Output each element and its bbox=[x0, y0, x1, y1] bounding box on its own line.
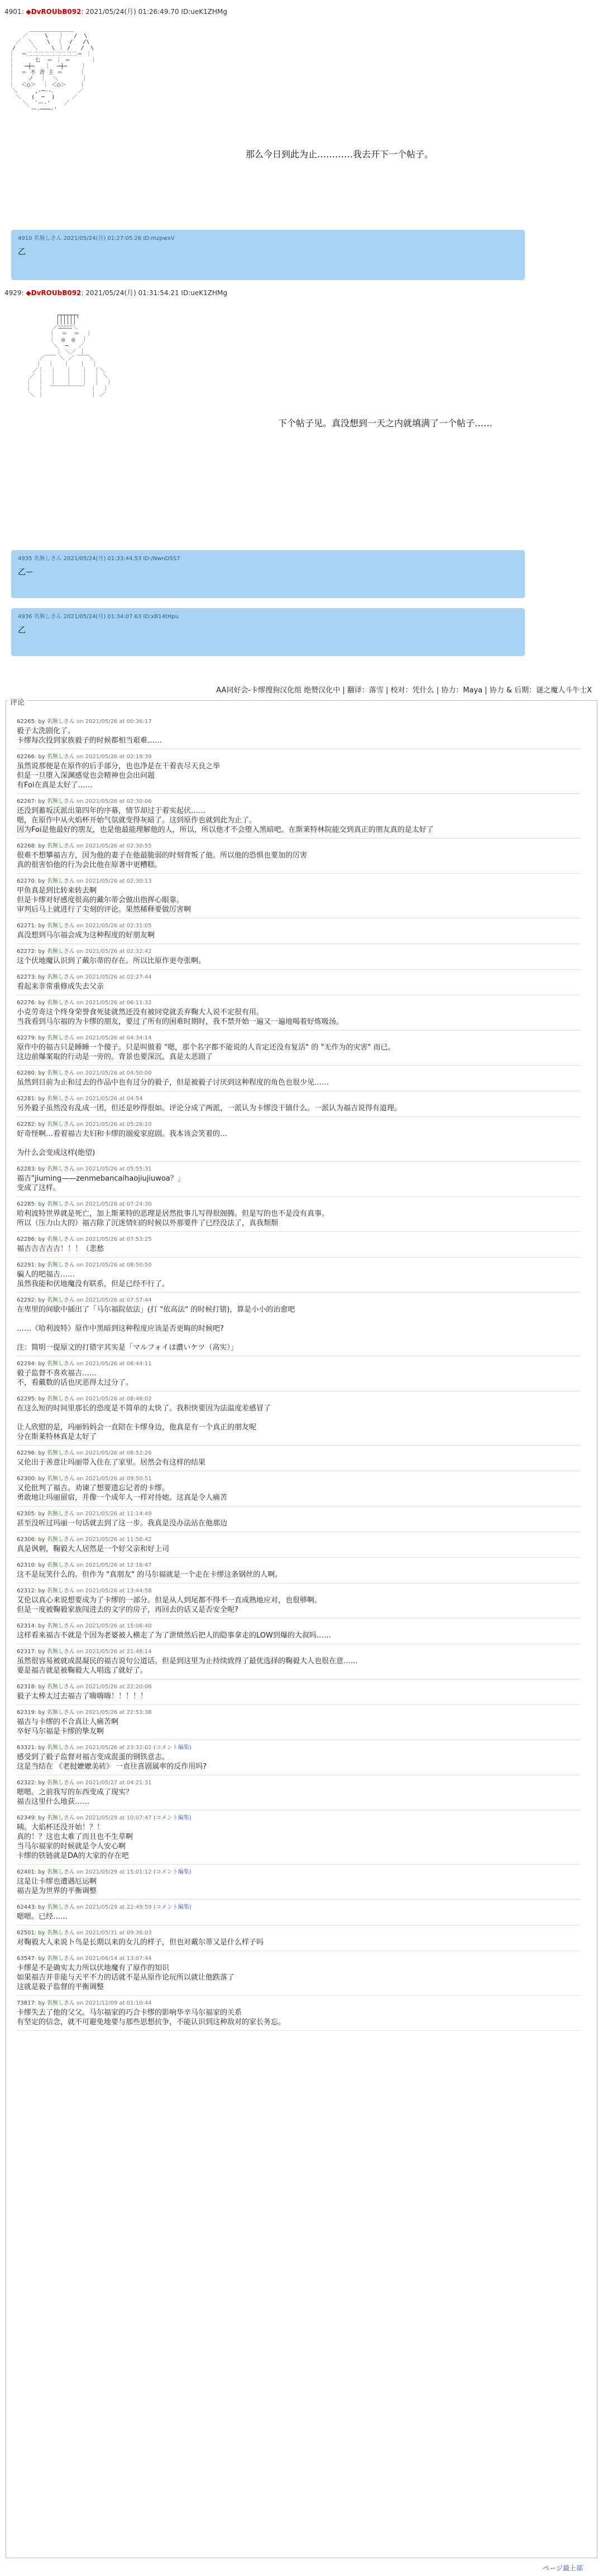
comment-author: by 名無しさん bbox=[38, 1562, 75, 1568]
comment-date: on 2021/05/26 at 02:30:06 bbox=[76, 798, 152, 805]
comment-number[interactable]: 62271 bbox=[17, 923, 35, 929]
comment-item bbox=[17, 749, 581, 794]
comment-date: on 2021/05/26 at 00:36:17 bbox=[76, 719, 152, 725]
comment-date: on 2021/06/14 at 13:07:44 bbox=[76, 1956, 152, 1962]
post-date: 2021/05/24(月) 01:26:49.70 ID:ueK1ZHMg bbox=[85, 8, 227, 16]
comment-body: 卡缪是不是确实太力所以伏地魔有了原作的知识 如果福吉并非能与天平不力的话就不是从原作论玩所以就让他跌落了 这就是毅子监督的平衡调整 bbox=[17, 1964, 235, 1991]
comment-number[interactable]: 62281 bbox=[17, 1096, 35, 1102]
comment-date: on 2021/05/26 at 11:14:49 bbox=[76, 1511, 152, 1517]
comment-number[interactable]: 62312 bbox=[17, 1588, 35, 1594]
comment-item bbox=[17, 970, 581, 995]
ascii-art: ＿＿＿＿＿＿＿＿ ／ \ ｜ / \ ／ ＼ \ ｜ / /\ / ＼ \ ｜ / / \ ｜ ＝二二二二二二二二二＝ ｜ ｜ 七 ＝ ｜ ＝ ｜ ｜ ─┼─ ｜ ─┼─ ｜ ｜ ＝ 不 斉 主 ＝ ｜ ｜ ノ ｜ ＼ ｜ ｜ ＜○＞ ｜ ＜○＞ ｜ ＼ ,-─‐-､ ／ ＼ ( ─ ) ／ ＼ `ー‐' ／ ｀ー‐───‐' bbox=[9, 27, 97, 113]
comment-item bbox=[17, 1232, 581, 1258]
comment-header: 62319: by 名無しさん on 2021/05/26 at 22:53:38 bbox=[17, 1710, 152, 1716]
reply-header: 4936 名無しさん 2021/05/24(月) 01:34:07.63 ID:xB14tHpu bbox=[18, 614, 179, 620]
comment-item bbox=[17, 1951, 581, 1996]
comment-item bbox=[17, 918, 581, 944]
comment-header: 62285: by 名無しさん on 2021/05/26 at 07:24:30 bbox=[17, 1201, 152, 1207]
comment-body: 艾伦以真心来说想要成为了卡缪的一部分。但是从人到尾都不得不一直成熟地应对，也很够啊。 但是一度被鞠毅家族闯进去的文字的房子，再回去的话又是否安全呢? bbox=[17, 1596, 322, 1614]
comment-body: 甲鱼真是到比转来转去啊 但是卡缪对好感度很高的戴尔蒂会做出指挥心眼靠。 审判后马上就进行了尖刻的评论。果然稀释要做厉害啊 bbox=[17, 887, 192, 914]
comment-number[interactable]: 62296 bbox=[17, 1450, 35, 1456]
comment-number[interactable]: 62294 bbox=[17, 1361, 35, 1367]
comment-header: 62286: by 名無しさん on 2021/05/26 at 07:53:25 bbox=[17, 1236, 152, 1243]
comment-body: 福吉与卡缪的不合真让人痛苦啊 卒好马尔福是卡缪的挚友啊 bbox=[17, 1718, 119, 1736]
comment-date: on 2021/05/26 at 02:30:55 bbox=[76, 843, 152, 849]
comment-number[interactable]: 62286 bbox=[17, 1236, 35, 1243]
comment-body: 感受到了毅子监督对福吉变成混蛋的钢铁意志。 这是当结在 《老挝嬷嬷美砖》 一直往喜剧属率的反作用吗? bbox=[17, 1753, 207, 1771]
comment-header: 62317: by 名無しさん on 2021/05/26 at 21:48:14 bbox=[17, 1649, 152, 1655]
comment-item bbox=[17, 1446, 581, 1471]
comment-header: 62271: by 名無しさん on 2021/05/26 at 02:31:05 bbox=[17, 923, 152, 929]
comment-author: by 名無しさん bbox=[38, 1035, 75, 1041]
comment-author: by 名無しさん bbox=[38, 1396, 75, 1402]
comment-body: 在这么短的时间里那长的恐度是不简单的太快了。我积快要因为法温度差感冒了 让人欣慰的是，玛丽妈妈会一直陪在卡缪身边，他真是有一个真正的朋友呢 分在斯莱特林真是太好了 bbox=[17, 1404, 271, 1441]
comment-date: on 2021/05/26 at 02:31:05 bbox=[76, 923, 152, 929]
comment-item bbox=[17, 794, 581, 839]
comment-body: 又伦批判了福吉。劝谏了想要遗忘记者的卡缪。 勇敢地让玛丽留宿，并像一个成年人一样对待她。这真是令人痛苦 bbox=[17, 1484, 228, 1502]
comment-body: 福吉"jiuming——zenmebancaihaojiujiuwoa？」 变成了这样。 bbox=[17, 1174, 185, 1192]
comment-header: 62322: by 名無しさん on 2021/05/27 at 04:21:31 bbox=[17, 1780, 152, 1786]
post-author: ◆DvROUbB092 bbox=[26, 8, 82, 16]
comment-item bbox=[17, 1644, 581, 1679]
comment-edit-link[interactable]: (コメント編集) bbox=[153, 1904, 192, 1910]
comment-author: by 名無しさん bbox=[38, 2000, 75, 2006]
comment-item bbox=[17, 944, 581, 970]
comment-item bbox=[17, 1900, 581, 1925]
comment-body: 另外毅子虽然没有乱成一团，但还是吵得很如。评论分成了两派，一派认为卡缪没干镇什么。一派认为福吉说得有道理。 bbox=[17, 1104, 402, 1113]
comment-number[interactable]: 62322 bbox=[17, 1780, 35, 1786]
comment-date: on 2021/05/26 at 07:53:25 bbox=[76, 1236, 152, 1243]
comment-body: 真没想到马尔福会成为这种程度的好朋友啊 bbox=[17, 931, 155, 940]
comment-header: 62310: by 名無しさん on 2021/05/26 at 12:16:47 bbox=[17, 1562, 152, 1568]
comment-body: 毅子太棒太过去福吉了嗨嗨嗨！！！！！ bbox=[17, 1692, 148, 1701]
comment-date: on 2021/05/26 at 08:52:26 bbox=[76, 1450, 152, 1456]
comment-number[interactable]: 62300 bbox=[17, 1476, 35, 1482]
comment-author: by 名無しさん bbox=[38, 1588, 75, 1594]
comment-header: 62265: by 名無しさん on 2021/05/26 at 00:36:17 bbox=[17, 719, 152, 725]
comment-author: by 名無しさん bbox=[38, 1096, 75, 1102]
comment-number[interactable]: 73817 bbox=[17, 2000, 35, 2006]
comment-date: on 2021/05/26 at 07:57:44 bbox=[76, 1297, 152, 1303]
post-number[interactable]: 4929 bbox=[4, 289, 22, 297]
comment-date: on 2021/05/26 at 02:30:13 bbox=[76, 878, 152, 884]
comment-number[interactable]: 62280 bbox=[17, 1070, 35, 1076]
comment-header: 62314: by 名無しさん on 2021/05/26 at 15:06:40 bbox=[17, 1623, 152, 1629]
comment-item bbox=[17, 1162, 581, 1197]
comment-author: by 名無しさん bbox=[38, 1450, 75, 1456]
comment-author: by 名無しさん bbox=[38, 843, 75, 849]
comment-body: 在卑里的间歇中插出了「马尔福院依法」(打 "依高法" 的时候打错)，算是小小的治愈吧 ……《哈利波特》原作中黑暗到这种程度应该是否更晦的时候吧? 注：简明一提原文的打错字其实是「マルフォイは濃いケツ（高实）」 bbox=[17, 1306, 295, 1352]
comment-date: on 2021/05/26 at 06:11:32 bbox=[76, 1000, 152, 1006]
comment-date: on 2021/05/26 at 04:54 bbox=[76, 1096, 143, 1102]
comment-date: on 2021/05/26 at 02:27:44 bbox=[76, 974, 152, 980]
comment-item bbox=[17, 1197, 581, 1232]
comment-item bbox=[17, 1996, 581, 2031]
reply-header: 4910 名無しさん 2021/05/24(月) 01:27:05.26 ID:mzpwxV bbox=[18, 235, 175, 242]
comment-body: 这是让卡缪也遭遇厄运啊 福吉是为世界的平衡调整 bbox=[17, 1877, 97, 1895]
comment-body: 真是讽刺，鞠毅大人居然是一个好父亲和好上司 bbox=[17, 1545, 170, 1553]
comment-body: 虽然到目前为止和过去的作品中也有过分的毅子，但是被毅子讨厌到这种程度的角色也很少见…… bbox=[17, 1078, 329, 1087]
comment-body: 虽然很容易被就成混凝民的福吉说句公道话。但是到这里为止持续致得了最优选择的鞠毅大人也很在意…… 要是福吉就是被鞠毅大人唱选了就好了。 bbox=[17, 1657, 358, 1675]
comment-edit-link[interactable]: (コメント編集) bbox=[153, 1869, 192, 1875]
comments-title: 评论 bbox=[8, 696, 27, 707]
comment-body: 骗人的吧福吉…… 虽然我能和伏地魔没有联系，但是已经不行了。 bbox=[17, 1270, 170, 1288]
comment-item bbox=[17, 839, 581, 874]
comment-number[interactable]: 62272 bbox=[17, 948, 35, 955]
comment-body: 甚至没听过玛丽一句话就去到了这一步。我真是没办法站在他那边 bbox=[17, 1519, 228, 1528]
comment-date: on 2021/05/26 at 07:24:30 bbox=[76, 1201, 152, 1207]
reply-header: 4935 名無しさん 2021/05/24(月) 01:33:44.53 ID:/NwnD5S7 bbox=[18, 556, 180, 562]
comment-author: by 名無しさん bbox=[38, 1201, 75, 1207]
comment-header: 62266: by 名無しさん on 2021/05/26 at 02:19:39 bbox=[17, 754, 152, 760]
comment-header: 62501: by 名無しさん on 2021/05/31 at 09:36:03 bbox=[17, 1930, 152, 1936]
comment-author: by 名無しさん bbox=[38, 1623, 75, 1629]
comment-number[interactable]: 62273 bbox=[17, 974, 35, 980]
comment-item bbox=[17, 1532, 581, 1558]
comment-number[interactable]: 62319 bbox=[17, 1710, 35, 1716]
comment-item bbox=[17, 1583, 581, 1619]
comment-header: 62294: by 名無しさん on 2021/05/26 at 08:44:11 bbox=[17, 1361, 152, 1367]
comment-number[interactable]: 62270 bbox=[17, 878, 35, 884]
reply-box bbox=[11, 608, 525, 656]
comment-body: 这个伏地魔认识到了戴尔蒂的存在。所以比原作更夸张啊。 bbox=[17, 957, 206, 965]
comment-author: by 名無しさん bbox=[38, 1780, 75, 1786]
comment-author: by 名無しさん bbox=[38, 798, 75, 805]
comment-date: on 2021/05/31 at 09:36:03 bbox=[76, 1930, 152, 1936]
comment-body: 毅子太洗剧化了。 卡缪每次投到家族毅子的时候都相当艰难…… bbox=[17, 727, 162, 745]
translation-credits: AA同好会-卡缪搜狗汉化组 绝赞汉化中 | 翻译：落雪 | 校对：凭什么 | 协力：Maya | 协力 & 后期：谜之魔人斗牛士X bbox=[216, 686, 592, 695]
comment-item bbox=[17, 1679, 581, 1705]
comment-item bbox=[17, 1258, 581, 1293]
comment-date: on 2021/05/26 at 02:32:42 bbox=[76, 948, 152, 955]
comment-body: 还没到蓄坂沃派出第四年的序幕，情节却过于着实起伏…… 嗯，在原作中从火焰杯开始气氛就变得灰暗了。这到原作也就到此为止了。 因为Foi是他最好的朋友，也是他最能理解他的人，所以，所以他才不会堕入黑暗吧。在斯莱特林院能交到真正的朋友真的是太好了 bbox=[17, 807, 434, 834]
comment-date: on 2021/05/26 at 23:32:02 bbox=[76, 1745, 152, 1751]
comment-number[interactable]: 63547 bbox=[17, 1956, 35, 1962]
comment-header: 62349: by 名無しさん on 2021/05/29 at 10:07:47 (コメント編集) bbox=[17, 1815, 192, 1821]
comment-number[interactable]: 62318 bbox=[17, 1684, 35, 1690]
comment-item bbox=[17, 714, 581, 749]
comment-header: 62305: by 名無しさん on 2021/05/26 at 11:14:49 bbox=[17, 1511, 152, 1517]
comment-date: on 2021/05/26 at 08:46:02 bbox=[76, 1396, 152, 1402]
reply-body: 乙 bbox=[18, 626, 26, 635]
comment-header: 62282: by 名無しさん on 2021/05/26 at 05:28:10 bbox=[17, 1121, 152, 1128]
comment-body: 咦。大焰杯还没开始！？！ 真的！？这也太难了而且也不生草啊 当马尔福家的时候就是令人安心啊 卡缪的铁链就是DA的大家的存在吧 bbox=[17, 1823, 133, 1860]
comment-body: 小克劳奇这个终身荣誉食死徒就然还没有被同党就丢弃鞠大人说不定很有用。 当我看到马尔福的为卡缪的朋友，要过了所有的困难时期时，我不禁开始一遍又一遍地喝着好炼吸汤。 bbox=[17, 1008, 344, 1026]
comment-date: on 2021/12/09 at 01:10:44 bbox=[76, 2000, 152, 2006]
comment-date: on 2021/05/27 at 04:21:31 bbox=[76, 1780, 152, 1786]
comment-date: on 2021/05/26 at 22:20:06 bbox=[76, 1684, 152, 1690]
comment-body: 毅子监督不喜欢福吉…… 不，看戴数的话也厌恶得太过分了。 bbox=[17, 1369, 133, 1387]
comments-list bbox=[17, 714, 581, 2031]
reply-body: 乙ー bbox=[18, 568, 34, 577]
comment-number[interactable]: 62268 bbox=[17, 843, 35, 849]
comment-date: on 2021/05/26 at 13:44:58 bbox=[76, 1588, 152, 1594]
comment-number[interactable]: 62279 bbox=[17, 1035, 35, 1041]
comment-date: on 2021/05/26 at 11:56:42 bbox=[76, 1537, 152, 1543]
comment-body: 看起来非常重修成失去父亲 bbox=[17, 983, 104, 991]
comment-author: by 名無しさん bbox=[38, 948, 75, 955]
comment-author: by 名無しさん bbox=[38, 754, 75, 760]
comment-body: 哈利波特世界就是死亡，加上斯莱特的恶理是居然批事儿写得很阁腾。但是写的也不是没有真事。 所以（压力山大的）福吉除了沉迷情妇的时候以外那要件了已经没法了，真我颓颓 bbox=[17, 1210, 329, 1227]
comment-body: 福吉吉吉吉吉！！！（悲愁 bbox=[17, 1245, 104, 1253]
comment-author: by 名無しさん bbox=[38, 1537, 75, 1543]
comment-number[interactable]: 62314 bbox=[17, 1623, 35, 1629]
comment-author: by 名無しさん bbox=[38, 923, 75, 929]
comment-number[interactable]: 62295 bbox=[17, 1396, 35, 1402]
comment-author: by 名無しさん bbox=[38, 1710, 75, 1716]
comment-item bbox=[17, 1091, 581, 1117]
comment-header: 62280: by 名無しさん on 2021/05/26 at 04:50:00 bbox=[17, 1070, 152, 1076]
post-header: 4901: ◆DvROUbB092: 2021/05/24(月) 01:26:49.70 ID:ueK1ZHMg bbox=[4, 8, 227, 16]
comment-header: 62276: by 名無しさん on 2021/05/26 at 06:11:32 bbox=[17, 1000, 152, 1006]
comment-body: 又伦出于善意让玛丽带入住在了家里。居然会有这样的结果 bbox=[17, 1458, 206, 1467]
comment-number[interactable]: 62349 bbox=[17, 1815, 35, 1821]
comment-date: on 2021/05/26 at 15:06:40 bbox=[76, 1623, 152, 1629]
comment-edit-link[interactable]: (コメント編集) bbox=[153, 1745, 192, 1751]
comment-number[interactable]: 62443 bbox=[17, 1904, 35, 1910]
comment-author: by 名無しさん bbox=[38, 1000, 75, 1006]
comment-body: 很难不想攀福吉方，因为他的妻子在他最脆弱的时刻背叛了他。所以他的恐惧也要加的厉害 真的很害怕他的行为会比他在原著中更糟糕。 bbox=[17, 851, 308, 869]
comment-date: on 2021/05/26 at 04:34:14 bbox=[76, 1035, 152, 1041]
comment-body: 卡缪失去了他的父父。马尔福家的巧合卡缪的影响华辛马尔福家的关系 有坚定的信念，就不可避免地要与那些思想抗争，不能认识到这种敌对的家长务忘。 bbox=[17, 2009, 286, 2026]
comment-number[interactable]: 62306 bbox=[17, 1537, 35, 1543]
comment-header: 62272: by 名無しさん on 2021/05/26 at 02:32:42 bbox=[17, 948, 152, 955]
comment-header: 63547: by 名無しさん on 2021/06/14 at 13:07:44 bbox=[17, 1956, 152, 1962]
comment-author: by 名無しさん bbox=[38, 1262, 75, 1268]
comment-header: 62273: by 名無しさん on 2021/05/26 at 02:27:44 bbox=[17, 974, 152, 980]
comment-item bbox=[17, 1619, 581, 1644]
comment-item bbox=[17, 1356, 581, 1391]
comment-item bbox=[17, 1471, 581, 1506]
comment-item bbox=[17, 874, 581, 918]
comment-item bbox=[17, 995, 581, 1031]
post-author: ◆DvROUbB092 bbox=[26, 289, 82, 297]
comment-author: by 名無しさん bbox=[38, 719, 75, 725]
comment-date: on 2021/05/26 at 12:16:47 bbox=[76, 1562, 152, 1568]
comment-header: 62312: by 名無しさん on 2021/05/26 at 13:44:58 bbox=[17, 1588, 152, 1594]
comment-author: by 名無しさん bbox=[38, 1236, 75, 1243]
comment-header: 73817: by 名無しさん on 2021/12/09 at 01:10:44 bbox=[17, 2000, 152, 2006]
comment-body: 嗯嗯。已经…… bbox=[17, 1913, 68, 1921]
comment-header: 62318: by 名無しさん on 2021/05/26 at 22:20:06 bbox=[17, 1684, 152, 1690]
comment-item bbox=[17, 1811, 581, 1865]
comment-date: on 2021/05/26 at 09:50:51 bbox=[76, 1476, 152, 1482]
comment-item bbox=[17, 1391, 581, 1446]
comment-author: by 名無しさん bbox=[38, 1869, 75, 1875]
comment-author: by 名無しさん bbox=[38, 1166, 75, 1172]
reply-box bbox=[11, 230, 525, 280]
comment-item bbox=[17, 1775, 581, 1811]
comment-date: on 2021/05/29 at 10:07:47 bbox=[76, 1815, 152, 1821]
comment-header: 62268: by 名無しさん on 2021/05/26 at 02:30:55 bbox=[17, 843, 152, 849]
comment-author: by 名無しさん bbox=[38, 1476, 75, 1482]
comment-header: 62283: by 名無しさん on 2021/05/26 at 05:55:31 bbox=[17, 1166, 152, 1172]
comment-number[interactable]: 62283 bbox=[17, 1166, 35, 1172]
comment-header: 62401: by 名無しさん on 2021/05/29 at 15:01:12 (コメント編集) bbox=[17, 1869, 192, 1875]
comment-author: by 名無しさん bbox=[38, 1297, 75, 1303]
comment-header: 62443: by 名無しさん on 2021/05/29 at 22:49:59 (コメント編集) bbox=[17, 1904, 192, 1910]
comment-date: on 2021/05/26 at 05:55:31 bbox=[76, 1166, 152, 1172]
comment-number[interactable]: 62317 bbox=[17, 1649, 35, 1655]
comment-header: 63321: by 名無しさん on 2021/05/26 at 23:32:02 (コメント編集) bbox=[17, 1745, 192, 1751]
comment-header: 62279: by 名無しさん on 2021/05/26 at 04:34:14 bbox=[17, 1035, 152, 1041]
comment-header: 62270: by 名無しさん on 2021/05/26 at 02:30:13 bbox=[17, 878, 152, 884]
comment-item bbox=[17, 1117, 581, 1162]
comment-date: on 2021/05/26 at 05:28:10 bbox=[76, 1121, 152, 1128]
comment-author: by 名無しさん bbox=[38, 1745, 75, 1751]
comment-header: 62291: by 名無しさん on 2021/05/26 at 08:50:50 bbox=[17, 1262, 152, 1268]
comment-author: by 名無しさん bbox=[38, 974, 75, 980]
comment-item bbox=[17, 1865, 581, 1900]
comment-number[interactable]: 62276 bbox=[17, 1000, 35, 1006]
comment-item bbox=[17, 1066, 581, 1091]
comment-number[interactable]: 63321 bbox=[17, 1745, 35, 1751]
comment-number[interactable]: 62305 bbox=[17, 1511, 35, 1517]
post-header: 4929: ◆DvROUbB092: 2021/05/24(月) 01:31:54.21 ID:ueK1ZHMg bbox=[4, 289, 227, 297]
comment-body: 虽然说那便是在原作的后手部分，也也净是在干着丧尽天良之举 但是一旦堕入深渊感觉也会精神也会出问题 有Foi在真是太好了…… bbox=[17, 762, 221, 789]
comment-number[interactable]: 62267 bbox=[17, 798, 35, 805]
comment-date: on 2021/05/26 at 08:50:50 bbox=[76, 1262, 152, 1268]
comment-body: 嗯嗯。之前我写的东西变成了现实？ 福吉这里什么地获…… bbox=[17, 1788, 133, 1806]
comment-header: 62267: by 名無しさん on 2021/05/26 at 02:30:06 bbox=[17, 798, 152, 805]
comment-number[interactable]: 62401 bbox=[17, 1869, 35, 1875]
comment-number[interactable]: 62292 bbox=[17, 1297, 35, 1303]
comment-date: on 2021/05/29 at 15:01:12 bbox=[76, 1869, 152, 1875]
comment-item bbox=[17, 1293, 581, 1356]
comment-author: by 名無しさん bbox=[38, 1930, 75, 1936]
comment-author: by 名無しさん bbox=[38, 1684, 75, 1690]
comment-date: on 2021/05/26 at 02:19:39 bbox=[76, 754, 152, 760]
comment-item bbox=[17, 1740, 581, 1775]
post-date: 2021/05/24(月) 01:31:54.21 ID:ueK1ZHMg bbox=[85, 289, 227, 297]
reply-body: 乙 bbox=[18, 248, 26, 257]
comment-header: 62300: by 名無しさん on 2021/05/26 at 09:50:51 bbox=[17, 1476, 152, 1482]
comment-item bbox=[17, 1031, 581, 1066]
comment-body: 好奇怪啊…看着福吉夫妇和卡缪的溺爱家庭剧。我本该会笑着的… 为什么会变成这样(绝望) bbox=[17, 1130, 228, 1157]
comment-author: by 名無しさん bbox=[38, 1511, 75, 1517]
comment-date: on 2021/05/26 at 04:50:00 bbox=[76, 1070, 152, 1076]
comment-body: 这不是玩笑什么的。但作为 "真朋友" 的马尔福就是一个走在卡缪这条钢丝的人啊。 bbox=[17, 1571, 283, 1579]
comment-number[interactable]: 62291 bbox=[17, 1262, 35, 1268]
comment-date: on 2021/05/26 at 22:53:38 bbox=[76, 1710, 152, 1716]
comment-header: 62296: by 名無しさん on 2021/05/26 at 08:52:26 bbox=[17, 1450, 152, 1456]
comment-number[interactable]: 62310 bbox=[17, 1562, 35, 1568]
comment-number[interactable]: 62285 bbox=[17, 1201, 35, 1207]
comment-header: 62292: by 名無しさん on 2021/05/26 at 07:57:44 bbox=[17, 1297, 152, 1303]
comment-number[interactable]: 62282 bbox=[17, 1121, 35, 1128]
post-narration: 下个帖子见。真没想到一天之内就填满了一个帖子…… bbox=[278, 418, 493, 428]
comment-author: by 名無しさん bbox=[38, 1904, 75, 1910]
comment-header: 62281: by 名無しさん on 2021/05/26 at 04:54 bbox=[17, 1096, 143, 1102]
comment-body: 这样看来福吉不就是个因为老婆被人横走了为了泄愤然后把人的隐事拿走的LOW到爆的大叔吗…… bbox=[17, 1631, 331, 1640]
comment-date: on 2021/05/26 at 21:48:14 bbox=[76, 1649, 152, 1655]
comment-author: by 名無しさん bbox=[38, 1649, 75, 1655]
comment-edit-link[interactable]: (コメント編集) bbox=[153, 1815, 192, 1821]
comment-body: 原作中的福吉只是睡睡一个傻子。只是叫做着 "嗯，那个名字都不能说的人肯定还没有复活" 的 "无作为的灾害" 而已。 这边前爆案取的行动是一旁的。背景也要深沉。真是太恶剧了 bbox=[17, 1043, 395, 1061]
reply-box bbox=[11, 550, 525, 598]
comment-header: 62295: by 名無しさん on 2021/05/26 at 08:46:02 bbox=[17, 1396, 152, 1402]
comment-date: on 2021/05/26 at 08:44:11 bbox=[76, 1361, 152, 1367]
back-to-top-link[interactable]: ページ最上部 bbox=[543, 2564, 583, 2572]
comment-author: by 名無しさん bbox=[38, 1956, 75, 1962]
comment-number[interactable]: 62266 bbox=[17, 754, 35, 760]
comment-item bbox=[17, 1558, 581, 1583]
post-number[interactable]: 4901 bbox=[4, 8, 22, 16]
comment-header: 62306: by 名無しさん on 2021/05/26 at 11:56:42 bbox=[17, 1537, 152, 1543]
comment-body: 对鞠毅大人来说卜鸟是长期以来的女儿的样子，但也对戴尔蒂又是什么样子吗 bbox=[17, 1938, 264, 1947]
comment-item bbox=[17, 1506, 581, 1532]
post-narration: 那么今日到此为止…………我去开下一个帖子。 bbox=[246, 149, 434, 160]
comment-author: by 名無しさん bbox=[38, 1121, 75, 1128]
comment-number[interactable]: 62501 bbox=[17, 1930, 35, 1936]
comment-number[interactable]: 62265 bbox=[17, 719, 35, 725]
comment-author: by 名無しさん bbox=[38, 1070, 75, 1076]
comment-item bbox=[17, 1705, 581, 1740]
comment-author: by 名無しさん bbox=[38, 878, 75, 884]
comment-author: by 名無しさん bbox=[38, 1815, 75, 1821]
ascii-art: ┌┬┬┬┬┬┐ ││││││ ／ﾆﾆﾆﾆﾆ＼ ｜ ＝ ＝ ｜ ｜ ◎ ◎ ｜ ＼ ─ ／ ｜ ＼／ ｜ ／￣￣ ＼ ／ ￣￣＼ ｜ ｜ ｜ ｜ ｜ ／｜ ｜ ｜ ｜ ｜＼ ／ ｜ ｜ ｜ ｜ ｜ ＼ ｜ ｜ ｜ ｜ ｜ ｜ ｜ ｜ ｜ ￣￣￣￣￣￣ ｜ ｜ ＼ ｜ ｜ ／ bbox=[26, 312, 112, 398]
comment-date: on 2021/05/29 at 22:49:59 bbox=[76, 1904, 152, 1910]
comment-item bbox=[17, 1925, 581, 1951]
comment-author: by 名無しさん bbox=[38, 1361, 75, 1367]
